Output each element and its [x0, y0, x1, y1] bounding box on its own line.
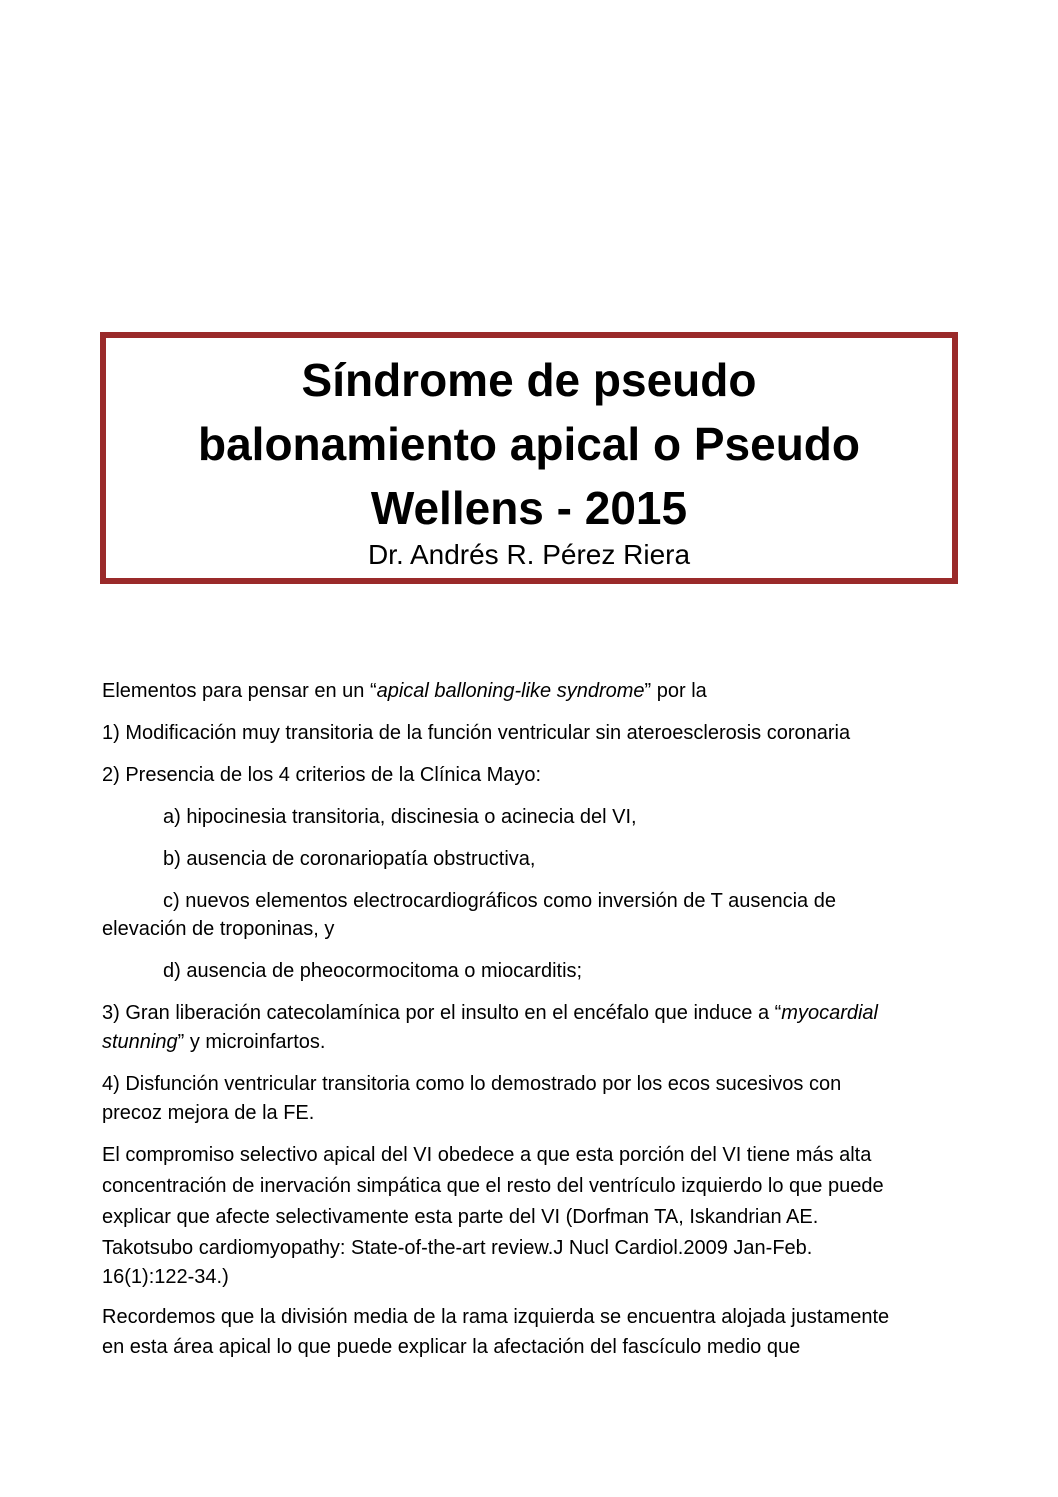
- paragraph-1-line-2: concentración de inervación simpática que el resto del ventrículo izquierdo lo que puede: [102, 1175, 884, 1197]
- intro-text-after: ” por la: [644, 680, 707, 702]
- title-box: [100, 332, 958, 584]
- sub-item-d: d) ausencia de pheocormocitoma o miocarditis;: [163, 960, 583, 982]
- author: Dr. Andrés R. Pérez Riera: [367, 539, 691, 570]
- paragraph-1-line-3: explicar que afecte selectivamente esta parte del VI (Dorfman TA, Iskandrian AE.: [102, 1206, 819, 1228]
- sub-item-c-line-2: elevación de troponinas, y: [102, 918, 335, 940]
- title-line-1: Síndrome de pseudo: [301, 354, 757, 406]
- sub-item-a: a) hipocinesia transitoria, discinesia o acinecia del VI,: [163, 806, 637, 828]
- item3-text: 3) Gran liberación catecolamínica por el insulto en el encéfalo que induce a “: [102, 1002, 782, 1024]
- title-line-3: Wellens - 2015: [370, 482, 688, 534]
- sub-item-c-line-1: c) nuevos elementos electrocardiográficos como inversión de T ausencia de: [163, 890, 836, 912]
- item3-italic-1: myocardial: [781, 1002, 878, 1024]
- list-item-3-line-1: [102, 998, 878, 1028]
- list-item-4-line-2: precoz mejora de la FE.: [102, 1102, 315, 1124]
- paragraph-2-line-1: Recordemos que la división media de la rama izquierda se encuentra alojada justamente: [102, 1306, 890, 1328]
- intro-text-before: Elementos para pensar en un “: [102, 680, 377, 702]
- paragraph-1-line-5: 16(1):122-34.): [102, 1266, 229, 1288]
- paragraph-1-line-4: Takotsubo cardiomyopathy: State-of-the-art review.J Nucl Cardiol.2009 Jan-Feb.: [102, 1237, 813, 1259]
- document-title: [106, 348, 952, 540]
- list-item-1: 1) Modificación muy transitoria de la función ventricular sin ateroesclerosis coronaria: [102, 722, 851, 744]
- list-item-2: 2) Presencia de los 4 criterios de la Clínica Mayo:: [102, 764, 542, 786]
- intro-paragraph: [102, 676, 707, 706]
- paragraph-1-line-1: El compromiso selectivo apical del VI obedece a que esta porción del VI tiene más alta: [102, 1144, 872, 1166]
- list-item-4-line-1: 4) Disfunción ventricular transitoria como lo demostrado por los ecos sucesivos con: [102, 1073, 842, 1095]
- item3-text-after: ” y microinfartos.: [177, 1031, 326, 1053]
- paragraph-2-line-2: en esta área apical lo que puede explicar la afectación del fascículo medio que: [102, 1336, 801, 1358]
- title-line-2: balonamiento apical o Pseudo: [197, 418, 860, 470]
- item3-italic-2: stunning: [102, 1031, 178, 1053]
- intro-italic-term: apical balloning-like syndrome: [376, 680, 645, 702]
- sub-item-b: b) ausencia de coronariopatía obstructiva,: [163, 848, 536, 870]
- list-item-3-line-2: [102, 1027, 325, 1057]
